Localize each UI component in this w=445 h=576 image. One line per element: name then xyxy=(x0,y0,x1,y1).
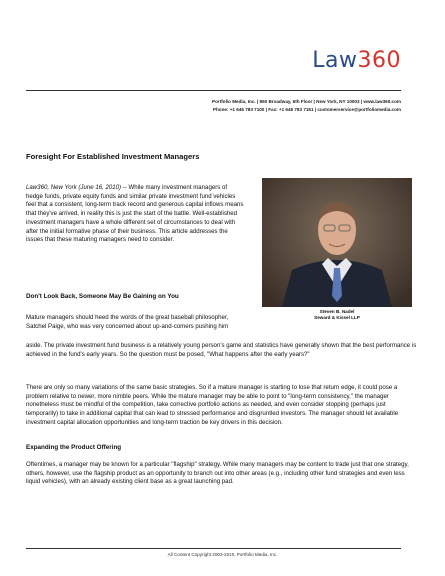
footer-divider xyxy=(26,548,401,549)
article-title: Foresight For Established Investment Managers xyxy=(26,152,200,161)
section-heading-expanding: Expanding the Product Offering xyxy=(26,444,122,451)
logo-text-law: Law xyxy=(312,48,358,73)
contact-phone-line: Phone: +1 646 783 7100 | Fax: +1 646 783 7161 | customerservice@portfoliomedia.com xyxy=(212,107,401,112)
caption-firm: Seward & Kissel LLP xyxy=(314,315,360,320)
section2-paragraph: Oftentimes, a manager may be known for a particular "flagship" strategy. While many managers may be content to trade just that one strategy, others, however, use the flagship product as an opportunity to branch out into other areas (e.g., including other fund strategies and even less liquid vehicles), with an already existing client base as a great launching pad. xyxy=(26,461,409,486)
copyright-footer: All Content Copyright 2003-2010, Portfolio Media, Inc. xyxy=(167,552,278,557)
section1-paragraph-2: There are only so many variations of the same basic strategies. So if a mature manager is starting to lose that return edge, it could pose a problem relative to newer, more nimble peers. While the mature manager may be able to point to "long-term consistency," the manager nonetheless must be mindful of the competition, take corrective portfolio actions as needed, and even consider stopping (perhaps just temporarily) to take in additional capital that can lead to stressed performance and disgruntled investors. The manager should let available investment capital allocation opportunities and long-term traction be key drivers in this decision. xyxy=(26,384,399,426)
header-divider xyxy=(26,90,401,91)
caption-name: Steven B. Nadel xyxy=(319,309,355,314)
lead-text: -- While many investment managers of hedge funds, private equity funds and similar private investment fund vehicles feel that a consistent, long-term track record and generous capital inflows means that they've arrived, in reality this is just the start of the battle. Well-established investment managers have a whole different set of circumstances to deal with after the initial formative phase of their business. This article addresses the issues that these maturing managers need to consider. xyxy=(26,184,244,244)
law360-logo xyxy=(312,48,401,73)
contact-address-line: Portfolio Media, Inc. | 860 Broadway, 6th Floor | New York, NY 10003 | www.law360.com xyxy=(212,99,401,104)
publisher-contact xyxy=(212,98,401,114)
logo-text-360: 360 xyxy=(357,48,401,73)
section1-paragraph-start: Mature managers should heed the words of the great baseball philosopher, Satchel Paige, who was very concerned about up-and-comers pushing him xyxy=(26,314,229,330)
author-photo xyxy=(262,178,412,307)
photo-caption xyxy=(262,309,412,321)
section-heading-dont-look-back: Don't Look Back, Someone May Be Gaining on You xyxy=(26,293,179,300)
dateline: Law360, New York (June 16, 2010) xyxy=(26,184,122,191)
section1-paragraph-continuation: aside. The private investment fund business is a relatively young person's game and statistics have generally shown that the best performance is achieved in the fund's early years. So the question must be posed, "What happens after the early years?" xyxy=(26,342,417,358)
lead-paragraph xyxy=(26,184,244,245)
